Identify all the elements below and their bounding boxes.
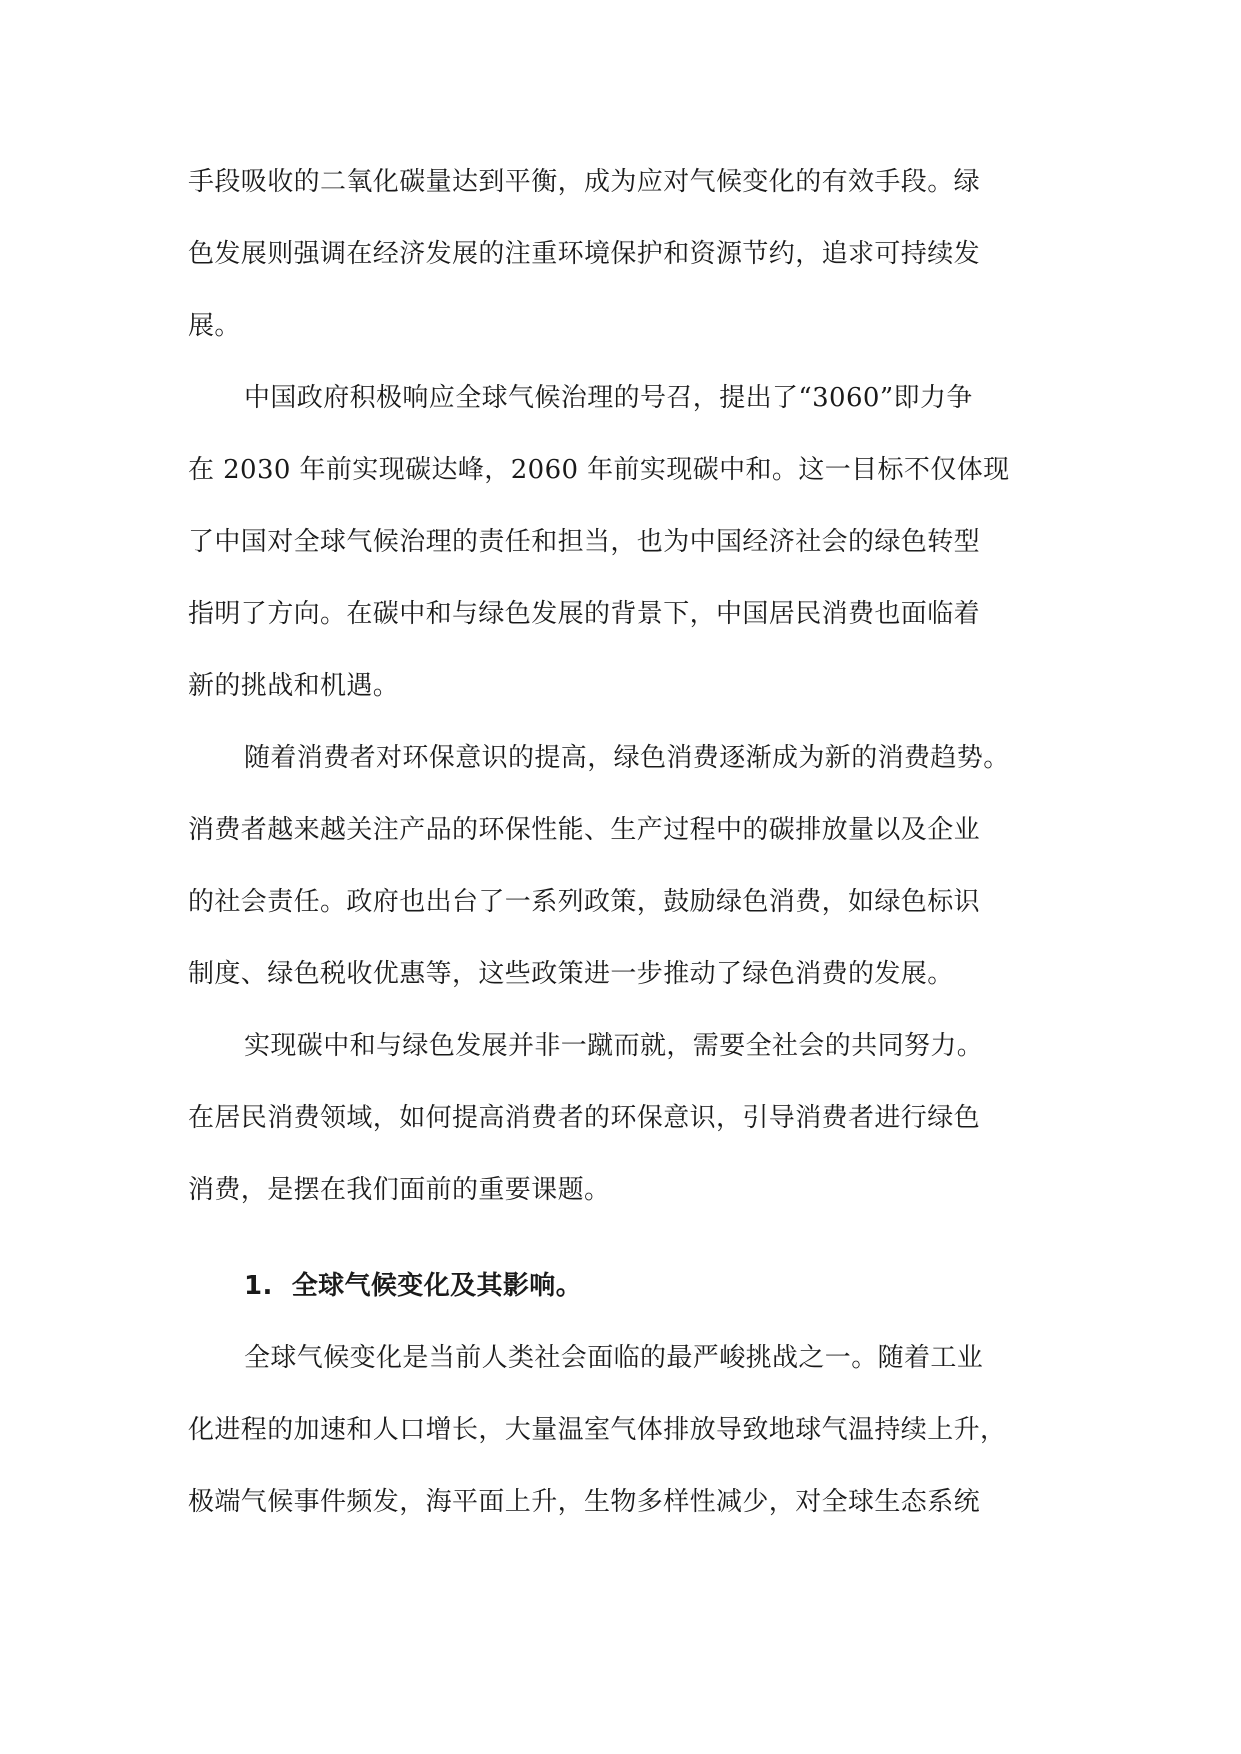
text-line: 实现碳中和与绿色发展并非一蹴而就，需要全社会的共同努力。 <box>244 1031 984 1061</box>
text-line: 消费者越来越关注产品的环保性能、生产过程中的碳排放量以及企业 <box>188 815 981 845</box>
text-line: 中国政府积极响应全球气候治理的号召，提出了“3060”即力争 <box>244 383 973 413</box>
text-line: 随着消费者对环保意识的提高，绿色消费逐渐成为新的消费趋势。 <box>244 743 1010 773</box>
document-body <box>188 146 1052 1538</box>
text-line: 极端气候事件频发，海平面上升，生物多样性减少，对全球生态系统 <box>188 1487 981 1517</box>
text-line: 全球气候变化是当前人类社会面临的最严峻挑战之一。随着工业 <box>244 1343 984 1373</box>
text-line: 在 2030 年前实现碳达峰，2060 年前实现碳中和。这一目标不仅体现 <box>188 455 1010 485</box>
text-line: 在居民消费领域，如何提高消费者的环保意识，引导消费者进行绿色 <box>188 1103 981 1133</box>
section-title: 全球气候变化及其影响。 <box>291 1271 583 1301</box>
paragraph-climate-change <box>188 1322 1052 1538</box>
section-spacer <box>188 1226 1052 1250</box>
section-heading <box>188 1250 1052 1322</box>
text-line: 化进程的加速和人口增长，大量温室气体排放导致地球气温持续上升， <box>188 1415 1007 1445</box>
paragraph-joint-effort <box>188 1010 1052 1226</box>
text-line: 色发展则强调在经济发展的注重环境保护和资源节约，追求可持续发 <box>188 239 981 269</box>
paragraph-3060-goal <box>188 362 1052 722</box>
section-number: 1. <box>244 1271 273 1301</box>
text-line: 的社会责任。政府也出台了一系列政策，鼓励绿色消费，如绿色标识 <box>188 887 981 917</box>
text-line: 新的挑战和机遇。 <box>188 671 400 701</box>
text-line: 制度、绿色税收优惠等，这些政策进一步推动了绿色消费的发展。 <box>188 959 954 989</box>
text-line: 手段吸收的二氧化碳量达到平衡，成为应对气候变化的有效手段。绿 <box>188 167 981 197</box>
text-line: 消费，是摆在我们面前的重要课题。 <box>188 1175 611 1205</box>
paragraph-green-consumption <box>188 722 1052 1010</box>
paragraph-continuation <box>188 146 1052 362</box>
text-line: 展。 <box>188 311 241 341</box>
text-line: 指明了方向。在碳中和与绿色发展的背景下，中国居民消费也面临着 <box>188 599 981 629</box>
text-line: 了中国对全球气候治理的责任和担当，也为中国经济社会的绿色转型 <box>188 527 981 557</box>
